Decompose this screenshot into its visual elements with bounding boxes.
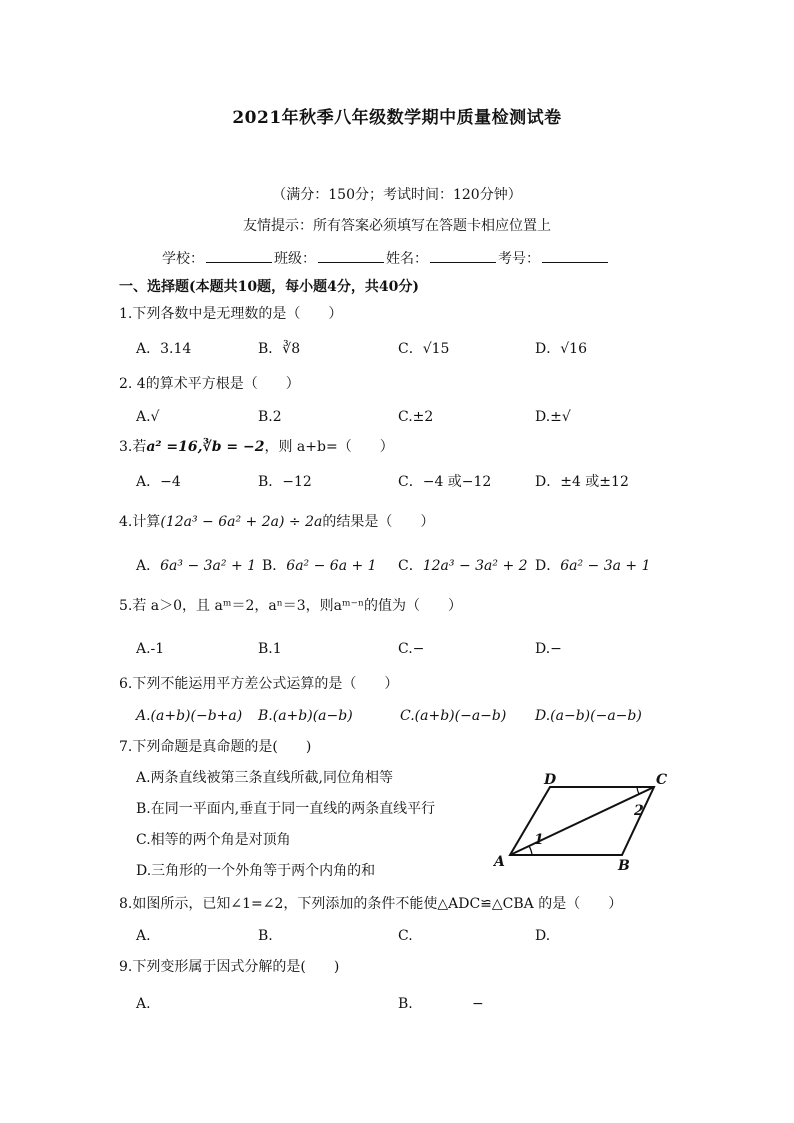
q9-option-b: B. [398,996,413,1012]
class-label: 班级： [274,251,316,267]
q5-option-b: B.1 [258,641,282,657]
angle-1-arc [529,846,532,855]
school-label: 学校： [162,251,204,267]
section-heading: 一、选择题(本题共10题，每小题4分，共40分) [119,279,419,295]
q7-option-b: B.在同一平面内,垂直于同一直线的两条直线平行 [136,801,436,817]
q4-option-a: A．6a³ − 3a² + 1 [136,558,257,574]
q2-option-b: B.2 [258,409,282,425]
q2-option-a: A.√ [136,409,160,425]
q3-math: a² =16,∛b = −2 [146,439,265,455]
page-title: 2021年秋季八年级数学期中质量检测试卷 [232,108,562,128]
question-1-stem: 1.下列各数中是无理数的是（ ） [119,306,343,322]
label-d: D [544,772,557,788]
q3-option-d: D．±4 或±12 [535,474,629,490]
q2-option-d: D.±√ [535,409,571,425]
label-angle-1: 1 [534,832,544,848]
q1-option-d: D．√16 [535,341,587,357]
angle-2-arc [637,787,639,794]
q1-option-a: A．3.14 [136,341,192,357]
label-c: C [656,772,668,788]
q6-option-b: B.(a+b)(a−b) [258,708,353,724]
q3-option-c: C．−4 或−12 [398,474,492,490]
label-angle-2: 2 [634,803,644,819]
name-label: 姓名： [386,251,428,267]
q8-option-b: B. [258,928,273,944]
question-4-stem: 4.计算(12a³ − 6a² + 2a) ÷ 2a的结果是（ ） [119,514,435,530]
tip-text: 友情提示：所有答案必须填写在答题卡相应位置上 [243,218,551,234]
question-5-stem: 5.若 a＞0，且 aᵐ＝2，aⁿ＝3，则aᵐ⁻ⁿ的值为（ ） [119,598,463,614]
q7-option-d: D.三角形的一个外角等于两个内角的和 [136,863,376,879]
q2-option-c: C.±2 [398,409,434,425]
q4-option-d: D．6a² − 3a + 1 [535,558,651,574]
q5-option-a: A.-1 [136,641,165,657]
q1-option-b: B．∛8 [258,341,301,357]
question-3-stem: 3.若a² =16,∛b = −2，则 a+b=（ ） [119,439,394,455]
q9-option-b-math: − [472,996,484,1012]
parallelogram-figure [492,772,682,872]
q5-option-c: C.− [398,641,425,657]
q7-option-c: C.相等的两个角是对顶角 [136,832,291,848]
q6-option-d: D.(a−b)(−a−b) [535,708,642,724]
q6-option-c: C.(a+b)(−a−b) [400,708,507,724]
q5-option-d: D.− [535,641,562,657]
q4-math: (12a³ − 6a² + 2a) ÷ 2a [160,514,323,530]
exam-no-label: 考号： [498,251,540,267]
q4-option-b: B．6a² − 6a + 1 [262,558,377,574]
exam-info: （满分：150分；考试时间：120分钟） [272,187,522,203]
class-blank [318,248,384,263]
label-b: B [618,858,630,872]
name-blank [430,248,496,263]
exam-no-blank [542,248,608,263]
question-7-stem: 7.下列命题是真命题的是( ) [119,739,312,755]
q3-option-a: A．−4 [136,474,181,490]
q1-option-c: C．√15 [398,341,450,357]
q8-option-a: A. [136,928,151,944]
question-9-stem: 9.下列变形属于因式分解的是( ) [119,959,340,975]
student-info-line [162,248,610,268]
q8-option-c: C. [398,928,413,944]
school-blank [206,248,272,263]
question-6-stem: 6.下列不能运用平方差公式运算的是（ ） [119,676,399,692]
label-a: A [494,854,505,870]
q8-option-d: D. [535,928,551,944]
diagonal-ac [510,787,654,855]
question-8-stem: 8.如图所示，已知∠1=∠2，下列添加的条件不能使△ADC≌△CBA 的是（ ） [119,896,623,912]
q6-option-a: A.(a+b)(−b+a) [136,708,243,724]
q7-option-a: A.两条直线被第三条直线所截,同位角相等 [136,770,394,786]
q3-option-b: B．−12 [258,474,312,490]
q4-option-c: C．12a³ − 3a² + 2 [398,558,528,574]
q9-option-a: A. [136,996,151,1012]
question-2-stem: 2. 4的算术平方根是（ ） [119,376,300,392]
